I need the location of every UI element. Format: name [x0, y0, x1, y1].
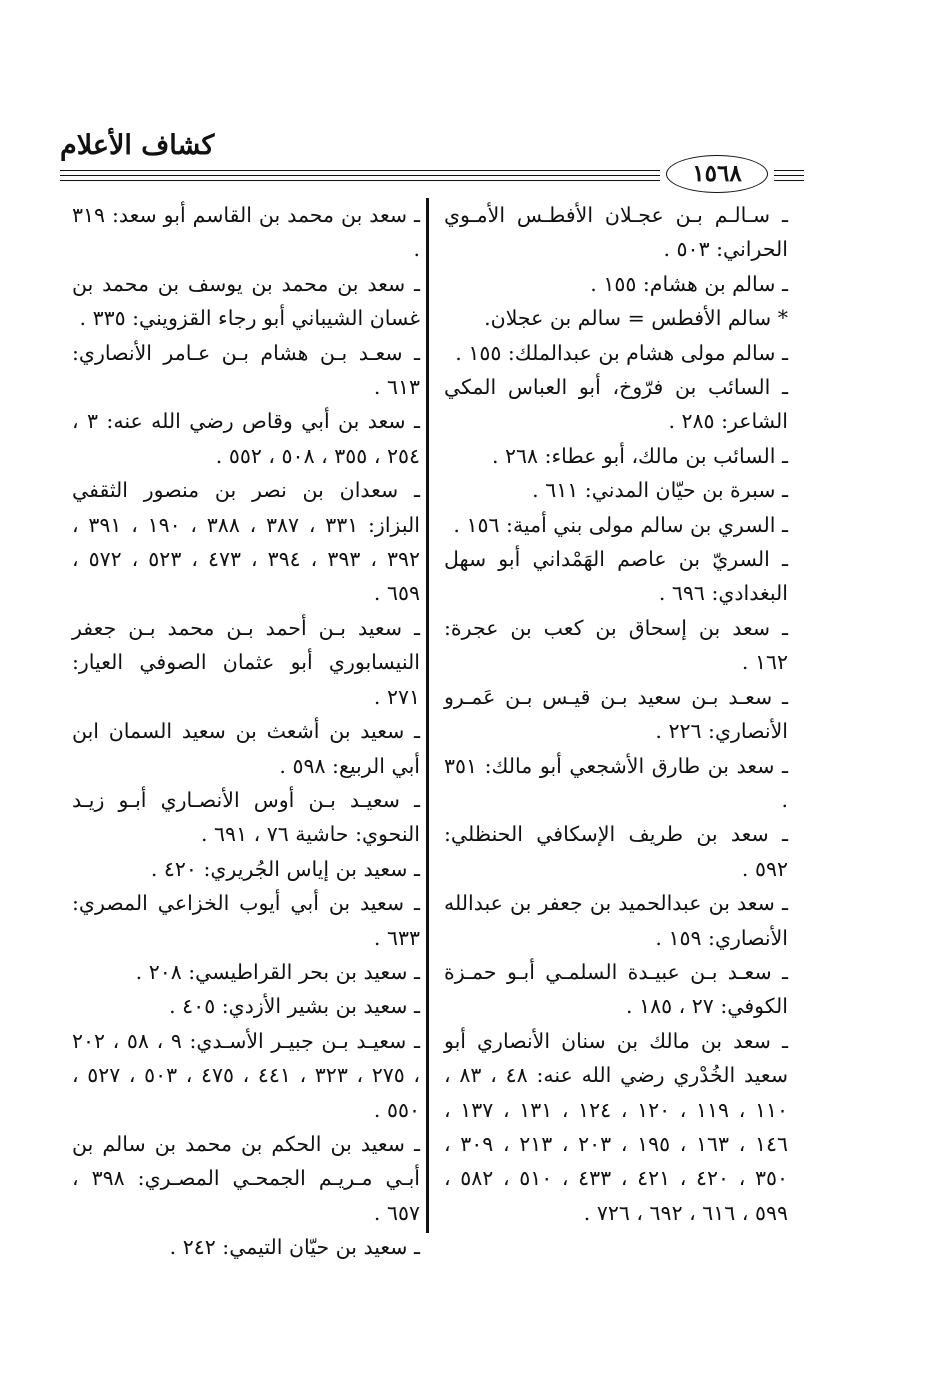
page-header [60, 130, 804, 187]
index-entry: ـ سعد بن عبدالحميد بن جعفر بن عبدالله الأنصاري: ١٥٩ . [444, 891, 788, 950]
index-entry: ـ سعد بن أبي وقاص رضي الله عنه: ٣ ، ٢٥٤ ، ٣٥٥ ، ٥٠٨ ، ٥٥٢ . [72, 409, 420, 468]
index-entry: ـ سعيد بن أشعث بن سعيد السمان ابن أبي الربيع: ٥٩٨ . [72, 719, 420, 778]
index-entry: ـ سعدان بن نصر بن منصور الثقفي البزاز: ٣٣١ ، ٣٨٧ ، ٣٨٨ ، ١٩٠ ، ٣٩١ ، ٣٩٢ ، ٣٩٣ ، ٣٩٤ ، ٤٧٣ ، ٥٢٣ ، ٥٧٢ ، ٦٥٩ . [72, 478, 421, 606]
index-entry: ـ سعد بن طريف الإسكافي الحنظلي: ٥٩٢ . [444, 822, 788, 881]
index-column-right [444, 198, 788, 1230]
index-entry: ـ سالم مولى هشام بن عبدالملك: ١٥٥ . [455, 340, 788, 365]
index-entry: ـ سعـد بـن عبيـدة السلمـي أبـو حمـزة الكوفي: ٢٧ ، ١٨٥ . [444, 959, 788, 1019]
index-entry: ـ سعيد بن بشير الأزدي: ٤٠٥ . [169, 994, 420, 1019]
page-number: ١٥٦٨ [666, 155, 768, 193]
index-column-left [72, 198, 420, 1265]
index-entry: ـ سـالـم بـن عجـلان الأفطـس الأمـوي الحراني: ٥٠٣ . [444, 203, 788, 262]
index-entry: ـ سعـد بـن سعيد بـن قيـس بـن عَمـرو الأنصاري: ٢٢٦ . [444, 684, 788, 744]
header-rule [774, 170, 804, 171]
header-rule [774, 175, 804, 176]
index-entry: ـ سعيـد بـن جبيـر الأسـدي: ٩ ، ٥٨ ، ٢٠٢ ، ٢٧٥ ، ٣٢٣ ، ٤٤١ ، ٤٧٥ ، ٥٠٣ ، ٥٢٧ ، ٥٥٠ . [72, 1028, 420, 1122]
book-title: كشاف الأعلام [60, 130, 215, 161]
index-entry: ـ سعد بن محمد بن القاسم أبو سعد: ٣١٩ . [72, 203, 420, 262]
header-rule [60, 175, 660, 176]
index-entry: ـ سعيد بن حيّان التيمي: ٢٤٢ . [169, 1235, 420, 1260]
index-entry: ـ سعيد بن الحكم بن محمد بن سالم بن أبـي مـريـم الجمحـي المصـري: ٣٩٨ ، ٦٥٧ . [72, 1131, 420, 1225]
header-rule [60, 180, 660, 181]
index-entry: ـ السريّ بن عاصم الهَمْداني أبو سهل البغدادي: ٦٩٦ . [444, 547, 788, 606]
index-entry: ـ السائب بن مالك، أبو عطاء: ٢٦٨ . [491, 443, 788, 468]
column-divider [426, 198, 429, 1233]
header-rule [774, 180, 804, 181]
index-entry: ـ السري بن سالم مولى بني أمية: ١٥٦ . [453, 512, 788, 537]
index-entry: ـ سعد بن طارق الأشجعي أبو مالك: ٣٥١ . [444, 753, 788, 812]
index-entry: ـ سعـد بـن هشام بـن عـامر الأنصاري: ٦١٣ . [72, 340, 420, 400]
index-entry: ـ سعد بن مالك بن سنان الأنصاري أبو سعيد الخُدْري رضي الله عنه: ٤٨ ، ٨٣ ، ١١٠ ، ١١٩ ، ١٢٠ ، ١٢٤ ، ١٣١ ، ١٣٧ ، ١٤٦ ، ١٦٣ ، ١٩٥ ، ٢٠٣ ، ٢١٣ ، ٣٠٩ ، ٣٥٠ ، ٤٢٠ ، ٤٢١ ، ٤٣٣ ، ٥١٠ ، ٥٨٢ ، ٥٩٩ ، ٦١٦ ، ٦٩٢ ، ٧٢٦ . [444, 1028, 789, 1225]
index-entry: ـ سبرة بن حيّان المدني: ٦١١ . [532, 478, 788, 503]
index-cross-reference: * سالم الأفطس = سالم بن عجلان. [484, 306, 788, 331]
index-entry: ـ سعيد بن إياس الجُريري: ٤٢٠ . [150, 856, 420, 881]
header-rule [60, 170, 660, 171]
index-entry: ـ سعيد بـن أحمد بـن محمد بـن جعفر النيسابوري أبو عثمان الصوفي العيار: ٢٧١ . [72, 615, 420, 709]
index-entry: ـ سعيـد بـن أوس الأنصـاري أبـو زيـد النحوي: حاشية ٧٦ ، ٦٩١ . [72, 787, 420, 847]
index-entry: ـ سعيد بن أبي أيوب الخزاعي المصري: ٦٣٣ . [72, 891, 420, 950]
index-entry: ـ سعد بن إسحاق بن كعب بن عجرة: ١٦٢ . [444, 615, 788, 675]
index-entry: ـ سعد بن محمد بن يوسف بن محمد بن غسان الشيباني أبو رجاء القزويني: ٣٣٥ . [72, 271, 420, 331]
index-entry: ـ سعيد بن بحر القراطيسي: ٢٠٨ . [135, 959, 420, 984]
index-entry: ـ السائب بن فرّوخ، أبو العباس المكي الشاعر: ٢٨٥ . [444, 375, 788, 434]
index-entry: ـ سالم بن هشام: ١٥٥ . [590, 271, 788, 296]
